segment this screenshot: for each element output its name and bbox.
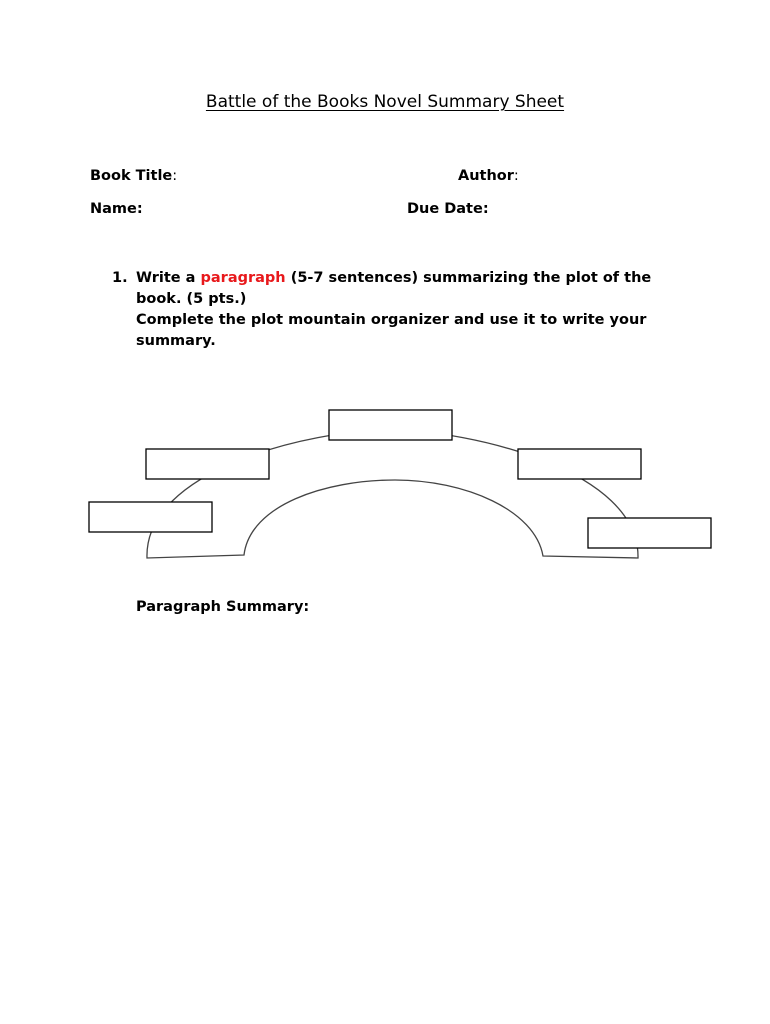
book-title-colon: :	[172, 168, 178, 184]
name-label: Name:	[90, 201, 143, 217]
plot-box-falling-action	[518, 449, 641, 479]
question-number: 1.	[112, 270, 128, 286]
paragraph-summary-label: Paragraph Summary:	[136, 599, 310, 615]
question-line-2: book. (5 pts.)	[136, 291, 247, 307]
book-title-label: Book Title	[90, 168, 173, 184]
plot-box-rising-action	[146, 449, 269, 479]
plot-box-climax	[329, 410, 452, 440]
plot-box-exposition	[89, 502, 212, 532]
page-title: Battle of the Books Novel Summary Sheet	[205, 92, 565, 112]
paragraph-highlight: paragraph	[200, 270, 286, 286]
plot-box-resolution	[588, 518, 711, 548]
question-line-1-prefix: Write a	[136, 270, 201, 286]
due-date-label: Due Date:	[407, 201, 489, 217]
question-line-4: summary.	[136, 333, 216, 349]
question-line-1-suffix: (5-7 sentences) summarizing the plot of the	[285, 270, 652, 286]
author-colon: :	[513, 168, 519, 184]
question-line-3: Complete the plot mountain organizer and use it to write your	[136, 312, 647, 328]
author-label: Author	[458, 168, 514, 184]
